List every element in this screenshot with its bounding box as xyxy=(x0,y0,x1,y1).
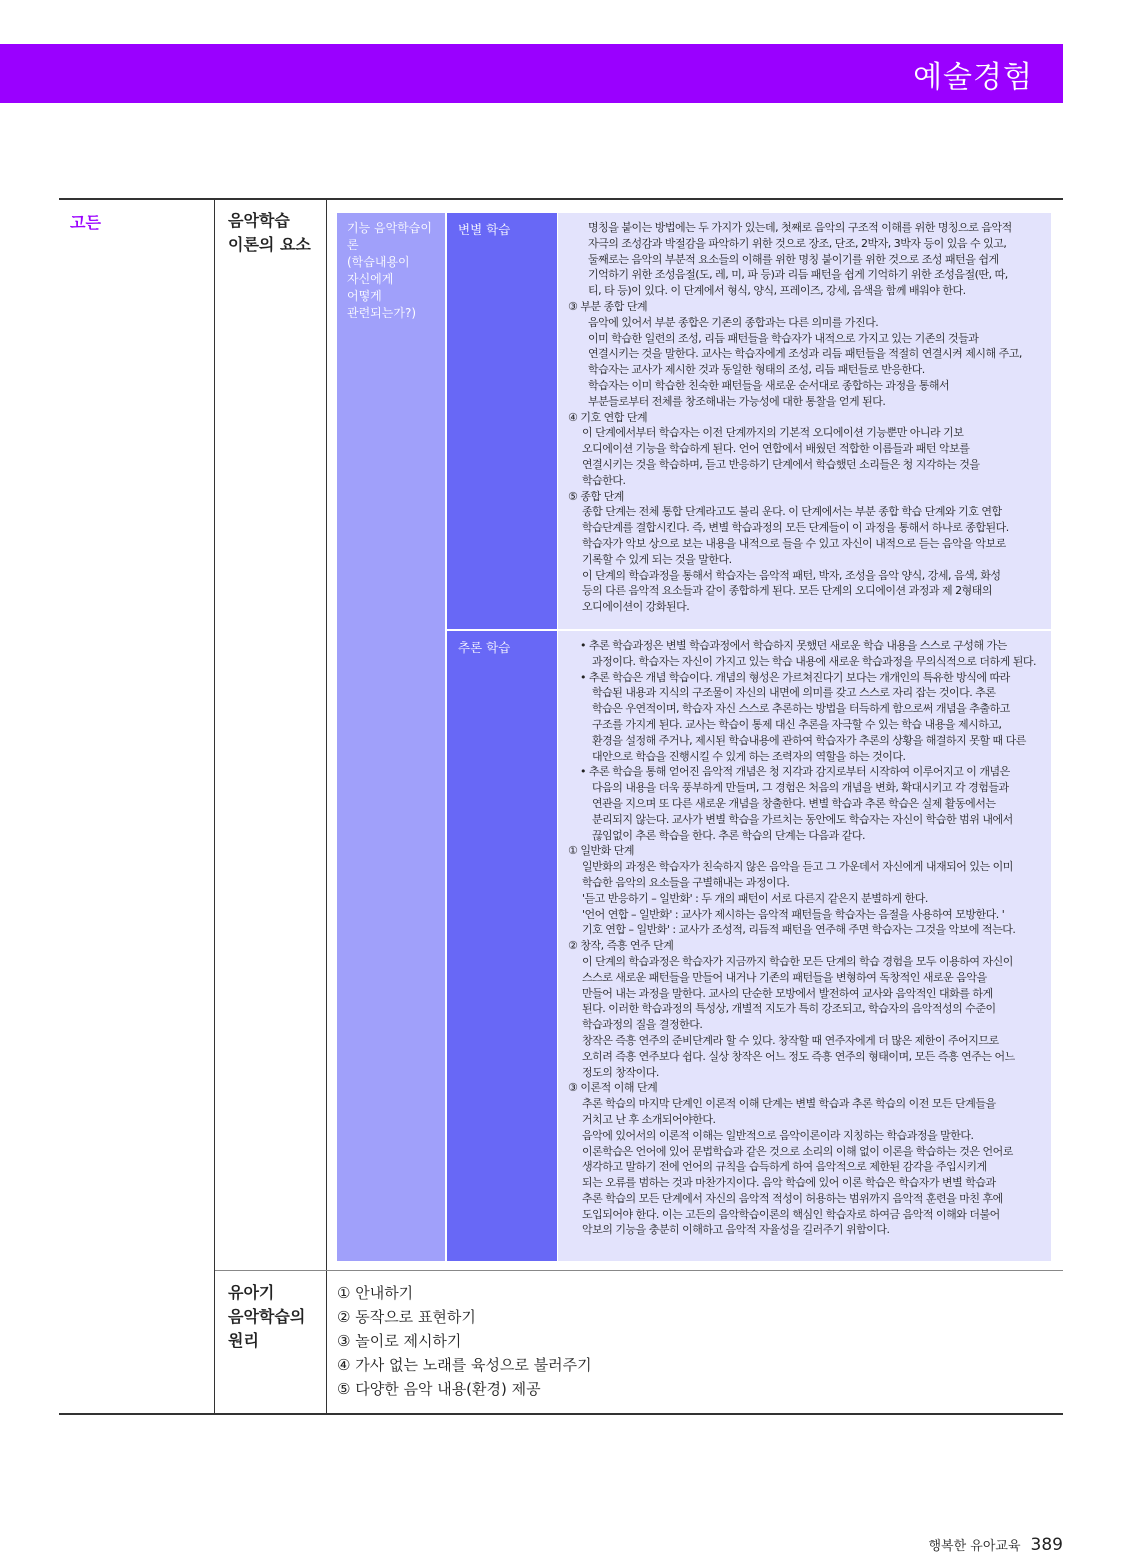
text-line: 다음의 내용을 더욱 풍부하게 만들며, 그 경험은 처음의 개념을 변화, 확대시키고 각 경험들과 xyxy=(592,781,1009,795)
text-line: ② 창작, 즉흥 연주 단계 xyxy=(568,939,674,953)
text-line: 거치고 난 후 소개되어야한다. xyxy=(582,1112,716,1126)
list-item: ④ 가사 없는 노래를 육성으로 불러주기 xyxy=(337,1356,592,1374)
text-line: 연결시키는 것을 학습하며, 듣고 반응하기 단계에서 학습했던 소리들은 청 지각하는 것을 xyxy=(582,457,980,471)
text-line: 분리되지 않는다. 교사가 변별 학습을 가르치는 동안에도 학습자는 자신이 학습한 범위 내에서 xyxy=(592,812,1013,826)
row-divider xyxy=(215,1270,1063,1271)
header-banner xyxy=(0,44,1063,103)
text-line: '언어 연합 – 일반화' : 교사가 제시하는 음악적 패턴들을 학습자는 음절을 사용하여 모방한다. ' xyxy=(582,907,1005,921)
section-label: 변별 학습 xyxy=(458,222,511,237)
section-label-cell xyxy=(447,631,557,1261)
text-line: 학습자가 악보 상으로 보는 내용을 내적으로 들을 수 있고 자신이 내적으로 듣는 음악을 악보로 xyxy=(582,536,1006,550)
author-name: 고든 xyxy=(70,213,101,232)
subcategory-line: 어떻게 xyxy=(347,289,382,303)
category-line: 음악학습의 xyxy=(228,1307,306,1326)
text-line: 창작은 즉흥 연주의 준비단계라 할 수 있다. 창작할 때 연주자에게 더 많은 제한이 주어지므로 xyxy=(582,1033,999,1047)
text-line: 학습자는 교사가 제시한 것과 동일한 형태의 조성, 리듬 패턴들로 반응한다. xyxy=(588,363,925,377)
text-line: 명칭을 붙이는 방법에는 두 가지가 있는데, 첫째로 음악의 구조적 이해를 위한 명칭으로 음악적 xyxy=(588,221,1012,234)
text-line: '듣고 반응하기 – 일반화' : 두 개의 패턴이 서로 다른지 같은지 분별하게 한다. xyxy=(582,891,928,905)
text-line: 된다. 이러한 학습과정의 특성상, 개별적 지도가 특히 강조되고, 학습자의 음악적성의 수준이 xyxy=(582,1002,996,1016)
text-line: 음악에 있어서 부분 종합은 기존의 종합과는 다른 의미를 가진다. xyxy=(588,315,879,329)
text-line: 기록할 수 있게 되는 것을 말한다. xyxy=(582,552,732,566)
list-item: ⑤ 다양한 음악 내용(환경) 제공 xyxy=(337,1380,541,1398)
column-divider xyxy=(214,199,215,1413)
text-line: • 추론 학습과정은 변별 학습과정에서 학습하지 못했던 새로운 학습 내용을 스스로 구성해 가는 xyxy=(580,639,1007,652)
text-line: 끊임없이 추론 학습을 한다. 추론 학습의 단계는 다음과 같다. xyxy=(592,828,865,842)
section-content xyxy=(558,213,1051,629)
text-line: 생각하고 말하기 전에 언어의 규칙을 습득하게 하여 음악적으로 제한된 감각을 주입시키게 xyxy=(582,1160,987,1174)
text-line: 종합 단계는 전체 통합 단계라고도 불리 운다. 이 단계에서는 부분 종합 학습 단계와 기호 연합 xyxy=(582,505,1002,519)
subcategory-cell xyxy=(337,213,445,1261)
text-line: 구조를 가지게 된다. 교사는 학습이 통제 대신 추론을 자극할 수 있는 학습 내용을 제시하고, xyxy=(592,717,1002,731)
list-item: ② 동작으로 표현하기 xyxy=(337,1308,476,1326)
text-line: 티, 타 등)이 있다. 이 단계에서 형식, 양식, 프레이즈, 강세, 음색을 함께 배워야 한다. xyxy=(588,284,966,298)
text-line: 되는 오류를 범하는 것과 마찬가지이다. 음악 학습에 있어 이론 학습은 학습자가 변별 학습과 xyxy=(582,1176,996,1190)
page-title: 예술경험 xyxy=(913,60,1033,95)
text-line: 음악에 있어서의 이론적 이해는 일반적으로 음악이론이라 지칭하는 학습과정을 말한다. xyxy=(582,1128,974,1142)
category-line: 이론의 요소 xyxy=(228,235,311,254)
table-bottom-rule xyxy=(59,1413,1063,1415)
text-line: 만들어 내는 과정을 말한다. 교사의 단순한 모방에서 발전하여 교사와 음악적인 대화를 하게 xyxy=(582,986,993,1000)
text-line: 등의 다른 음악적 요소들과 같이 종합하게 된다. 모든 단계의 오디에이션 과정과 제 2형태의 xyxy=(582,584,992,598)
text-line: 정도의 창작이다. xyxy=(582,1065,659,1079)
text-line: 이론학습은 언어에 있어 문법학습과 같은 것으로 소리의 이해 없이 이론을 학습하는 것은 언어로 xyxy=(582,1144,1013,1158)
text-line: 이 단계에서부터 학습자는 이전 단계까지의 기본적 오디에이션 기능뿐만 아니라 기보 xyxy=(582,426,964,440)
subcategory-line: (학습내용이 xyxy=(347,255,410,269)
subcategory-line: 자신에게 xyxy=(347,272,394,286)
text-line: ① 일반화 단계 xyxy=(568,844,634,858)
text-line: 둘째로는 음악의 부분적 요소들의 이해를 위한 명칭 붙이기를 위한 것으로 조성 패턴을 쉽게 xyxy=(588,252,999,266)
text-line: 자극의 조성감과 박절감을 파악하기 위한 것으로 장조, 단조, 2박자, 3박자 등이 있음 수 있고, xyxy=(588,236,1007,250)
principles-list xyxy=(337,1281,592,1401)
text-line: 오히려 즉흥 연주보다 쉽다. 실상 창작은 어느 정도 즉흥 연주의 형태이며, 모든 즉흥 연주는 어느 xyxy=(582,1049,1015,1063)
text-line: 추론 학습의 모든 단계에서 자신의 음악적 적성이 허용하는 범위까지 음악적 훈련을 마친 후에 xyxy=(582,1191,1003,1205)
text-line: 학습은 우연적이며, 학습자 자신 스스로 추론하는 방법을 터득하게 함으로써 개념을 추출하고 xyxy=(592,702,1010,716)
text-line: 학습과정의 질을 결정한다. xyxy=(582,1018,703,1032)
section-content xyxy=(558,631,1051,1261)
text-line: 악보의 기능을 충분히 이해하고 음악적 자율성을 길러주기 위함이다. xyxy=(582,1223,890,1237)
text-line: 과정이다. 학습자는 자신이 가지고 있는 학습 내용에 새로운 학습과정을 무의식적으로 더하게 된다. xyxy=(592,654,1036,668)
subcategory-line: 기능 음악학습이론 xyxy=(347,221,432,252)
column-divider xyxy=(326,199,327,1413)
text-line: 이 단계의 학습과정을 통해서 학습자는 음악적 패턴, 박자, 조성을 음악 양식, 강세, 음색, 화성 xyxy=(582,568,1001,582)
text-line: 학습한 음악의 요소들을 구별해내는 과정이다. xyxy=(582,875,790,889)
category-label xyxy=(228,1281,305,1353)
category-line: 유아기 xyxy=(228,1283,275,1302)
text-line: 학습된 내용과 지식의 구조물이 자신의 내면에 의미를 갖고 스스로 자리 잡는 것이다. 추론 xyxy=(592,686,996,700)
category-line: 음악학습 xyxy=(228,211,290,230)
book-title: 행복한 유아교육 xyxy=(928,1539,1021,1554)
text-line: • 추론 학습은 개념 학습이다. 개념의 형성은 가르쳐진다기 보다는 개개인의 특유한 방식에 따라 xyxy=(580,670,1010,684)
text-line: 연결시키는 것을 말한다. 교사는 학습자에게 조성과 리듬 패턴들을 적절히 연결시켜 제시해 주고, xyxy=(588,347,1022,361)
text-line: 오디에이션 기능을 학습하게 된다. 언어 연합에서 배웠던 적합한 이름들과 패턴 악보를 xyxy=(582,442,970,456)
text-line: 부분들로부터 전체를 창조해내는 가능성에 대한 통찰을 얻게 된다. xyxy=(588,394,886,408)
text-line: ③ 이론적 이해 단계 xyxy=(568,1081,658,1095)
list-item: ① 안내하기 xyxy=(337,1284,414,1302)
text-line: • 추론 학습을 통해 얻어진 음악적 개념은 청 지각과 감지로부터 시작하여 이루어지고 이 개념은 xyxy=(580,765,1010,779)
text-line: 연관을 지으며 또 다른 새로운 개념을 창출한다. 변별 학습과 추론 학습은 실제 활동에서는 xyxy=(592,796,996,810)
text-line: 추론 학습의 마지막 단계인 이론적 이해 단계는 변별 학습과 추론 학습의 이전 모든 단계들을 xyxy=(582,1097,996,1111)
text-line: 대안으로 학습을 진행시킬 수 있게 하는 조력자의 역할을 하는 것이다. xyxy=(592,749,906,763)
text-line: 오디에이션이 강화된다. xyxy=(582,600,690,614)
category-line: 원리 xyxy=(228,1331,259,1350)
page-number: 389 xyxy=(1030,1535,1063,1555)
text-line: 이 단계의 학습과정은 학습자가 지금까지 학습한 모든 단계의 학습 경험을 모두 이용하여 자신이 xyxy=(582,954,1013,968)
subcategory-line: 관련되는가?) xyxy=(347,306,417,320)
text-line: 이미 학습한 일련의 조성, 리듬 패턴들을 학습자가 내적으로 가지고 있는 기존의 것들과 xyxy=(588,331,979,345)
list-item: ③ 놀이로 제시하기 xyxy=(337,1332,462,1350)
text-line: 기호 연합 – 일반화' : 교사가 조성적, 리듬적 패턴을 연주해 주면 학습자는 그것을 악보에 적는다. xyxy=(582,923,1016,937)
text-line: ⑤ 종합 단계 xyxy=(568,489,624,503)
text-line: 기억하기 위한 조성음절(도, 레, 미, 파 등)과 리듬 패턴을 쉽게 기억하기 위한 조성음절(딴, 따, xyxy=(588,268,1008,282)
table-top-rule xyxy=(59,198,1063,200)
text-line: 학습자는 이미 학습한 친숙한 패턴들을 새로운 순서대로 종합하는 과정을 통해서 xyxy=(588,378,950,392)
section-label: 추론 학습 xyxy=(458,640,511,655)
page-footer xyxy=(929,1535,1064,1555)
text-line: 일반화의 과정은 학습자가 친숙하지 않은 음악을 듣고 그 가운데서 자신에게 내재되어 있는 이미 xyxy=(582,860,1013,874)
category-label xyxy=(228,209,311,257)
text-line: 학습단계를 결합시킨다. 즉, 변별 학습과정의 모든 단계들이 이 과정을 통해서 하나로 종합된다. xyxy=(582,521,1009,535)
text-line: 스스로 새로운 패턴들을 만들어 내거나 기존의 패턴들을 변형하여 독창적인 새로운 음악을 xyxy=(582,970,987,984)
section-label-cell xyxy=(447,213,557,629)
text-line: ④ 기호 연합 단계 xyxy=(568,410,648,424)
text-line: 학습한다. xyxy=(582,473,626,487)
text-line: 도입되어야 한다. 이는 고든의 음악학습이론의 핵심인 학습자로 하여금 음악적 이해와 더불어 xyxy=(582,1207,1000,1221)
text-line: ③ 부분 종합 단계 xyxy=(568,299,648,313)
text-line: 환경을 설정해 주거나, 제시된 학습내용에 관하여 학습자가 추론의 상황을 해결하지 못할 때 다른 xyxy=(592,733,1026,747)
